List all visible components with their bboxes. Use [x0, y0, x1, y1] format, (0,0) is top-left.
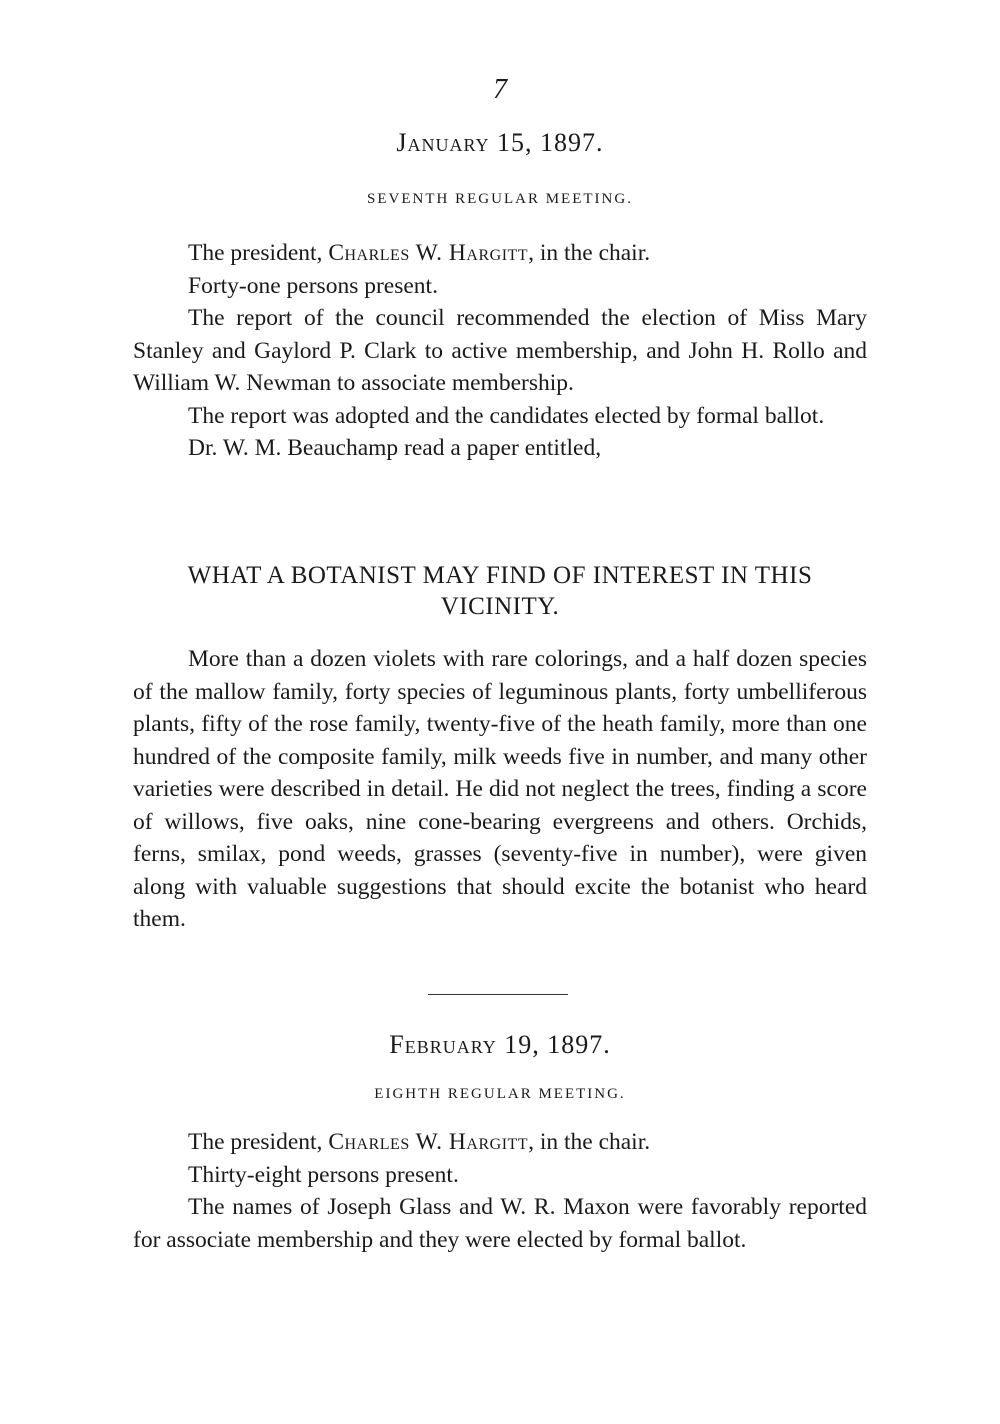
section-divider: [428, 994, 568, 995]
chair-paragraph: [133, 237, 867, 270]
abstract-paragraph: More than a dozen violets with rare colorings, and a half dozen species of the mallow family, forty species of leguminous plants, forty umbelliferous plants, fifty of the rose family, twenty-five of the heath family, more than one hundred of the composite family, milk weeds five in number, and many other varieties were described in detail. He did not neglect the trees, finding a score of willows, five oaks, nine cone-bearing evergreens and others. Orchids, ferns, smilax, pond weeds, grasses (seventy-five in number), were given along with valuable suggestions that should excite the botanist who heard them.: [133, 646, 867, 932]
names-report-paragraph: The names of Joseph Glass and W. R. Maxon were favorably reported for associate membership and they were elected by formal ballot.: [133, 1194, 867, 1253]
president-name: Charles W. Hargitt: [328, 1129, 529, 1155]
meeting-title-heading: EIGHTH REGULAR MEETING.: [374, 1086, 626, 1102]
paper-intro-paragraph: Dr. W. M. Beauchamp read a paper entitled,: [188, 435, 602, 461]
meeting-date-heading: February 19, 1897.: [389, 1030, 611, 1059]
attendance-paragraph: Thirty-eight persons present.: [188, 1161, 459, 1188]
chair-suffix: , in the chair.: [528, 1129, 651, 1155]
meeting-minutes-section-1: [133, 237, 867, 465]
chair-paragraph: [133, 1126, 867, 1159]
chair-suffix: , in the chair.: [528, 240, 651, 266]
attendance-paragraph: Forty-one persons present.: [188, 272, 438, 299]
meeting-title-heading: SEVENTH REGULAR MEETING.: [367, 191, 633, 207]
page-number: 7: [493, 74, 507, 105]
paper-abstract: [133, 643, 867, 936]
paper-title: WHAT A BOTANIST MAY FIND OF INTEREST IN THIS VICINITY.: [187, 562, 813, 620]
adoption-paragraph: The report was adopted and the candidates elected by formal ballot.: [188, 402, 825, 429]
meeting-date-heading: January 15, 1897.: [396, 128, 604, 157]
president-name: Charles W. Hargitt: [328, 240, 529, 266]
council-report-paragraph: The report of the council recommended the election of Miss Mary Stanley and Gaylord P. Clark to active membership, and John H. Rollo and William W. Newman to associate membership.: [133, 305, 867, 396]
chair-prefix: The president,: [188, 1129, 329, 1155]
chair-prefix: The president,: [188, 240, 329, 266]
meeting-minutes-section-2: [133, 1126, 867, 1256]
